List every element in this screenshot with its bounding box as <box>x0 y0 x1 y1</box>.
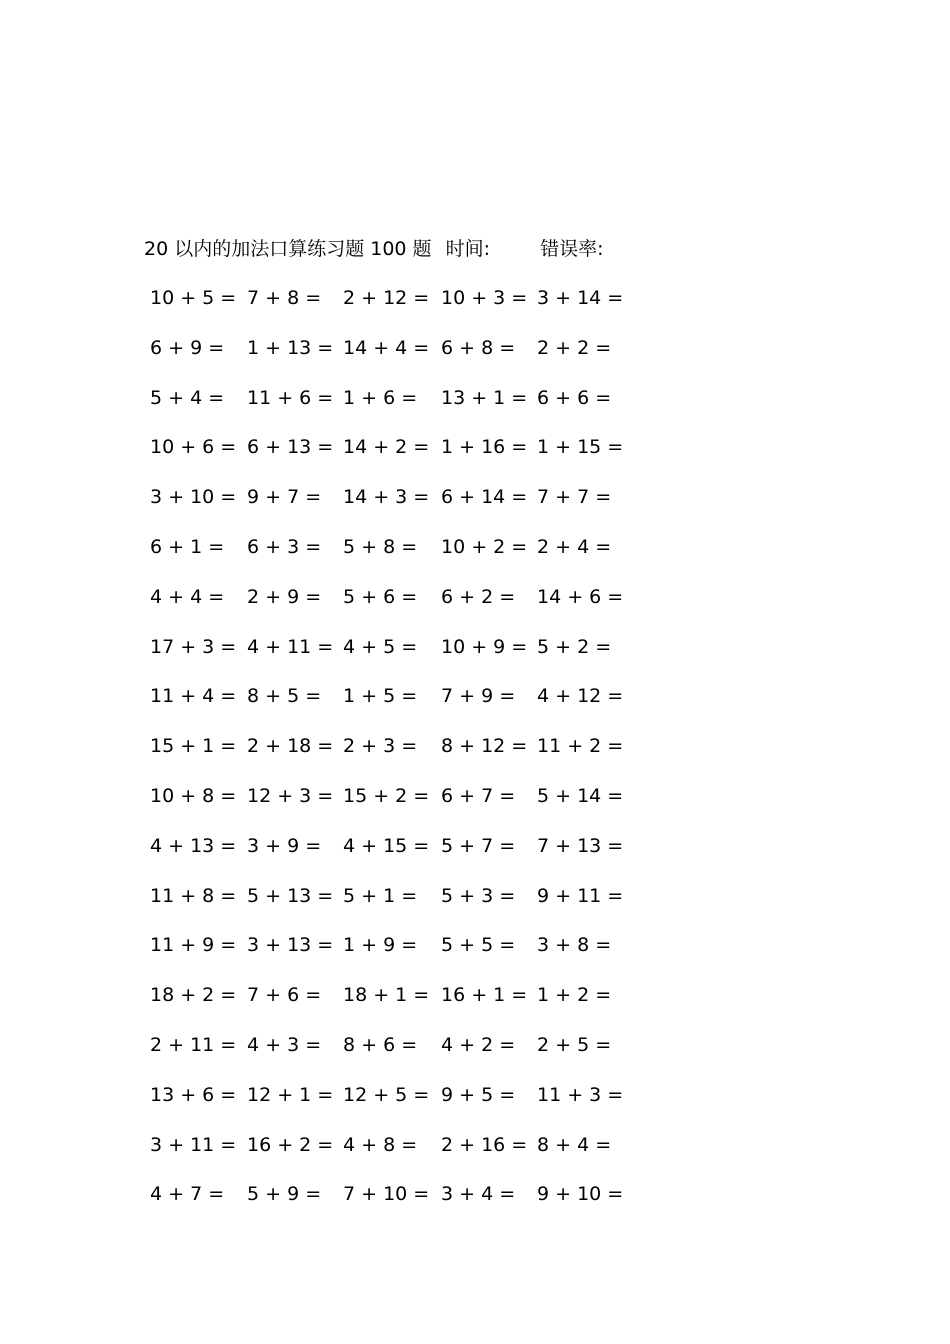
problem-item: 6 + 9 = <box>150 336 225 359</box>
problem-item: 11 + 4 = <box>150 685 237 708</box>
problem-item: 5 + 5 = <box>441 934 516 957</box>
problem-item: 4 + 3 = <box>247 1034 322 1056</box>
problem-item: 16 + 1 = <box>441 984 528 1007</box>
problem-item: 10 + 8 = <box>150 785 237 807</box>
problem-item: 14 + 3 = <box>343 486 430 509</box>
problem-item: 12 + 1 = <box>247 1083 334 1106</box>
problem-item: 3 + 9 = <box>247 834 322 857</box>
problem-item: 5 + 1 = <box>343 884 418 907</box>
problem-item: 6 + 3 = <box>247 536 322 558</box>
problem-item: 5 + 13 = <box>247 884 334 907</box>
worksheet-title: 20 以内的加法口算练习题 100 题 <box>144 238 432 260</box>
problem-item: 12 + 3 = <box>247 785 334 807</box>
problem-item: 12 + 5 = <box>343 1083 430 1106</box>
problem-item: 4 + 5 = <box>343 635 418 658</box>
problem-item: 8 + 5 = <box>247 685 322 708</box>
problem-item: 7 + 7 = <box>537 486 612 509</box>
problem-item: 5 + 8 = <box>343 536 418 558</box>
problem-item: 8 + 6 = <box>343 1034 418 1056</box>
problem-item: 2 + 3 = <box>343 735 418 758</box>
problem-item: 3 + 10 = <box>150 486 237 509</box>
problem-item: 7 + 10 = <box>343 1183 430 1206</box>
problem-item: 15 + 1 = <box>150 735 237 758</box>
problem-item: 11 + 8 = <box>150 884 237 907</box>
problem-item: 4 + 7 = <box>150 1183 225 1206</box>
problem-item: 17 + 3 = <box>150 635 237 658</box>
problem-item: 8 + 12 = <box>441 735 528 758</box>
problem-item: 11 + 9 = <box>150 934 237 957</box>
problem-item: 5 + 9 = <box>247 1183 322 1206</box>
problem-item: 6 + 13 = <box>247 436 334 459</box>
problem-item: 15 + 2 = <box>343 785 430 807</box>
problem-item: 14 + 6 = <box>537 585 624 608</box>
problem-item: 13 + 6 = <box>150 1083 237 1106</box>
problem-item: 4 + 11 = <box>247 635 334 658</box>
problem-item: 5 + 14 = <box>537 785 624 807</box>
problem-item: 7 + 9 = <box>441 685 516 708</box>
problem-item: 11 + 6 = <box>247 386 334 409</box>
problem-item: 5 + 7 = <box>441 834 516 857</box>
problem-item: 10 + 9 = <box>441 635 528 658</box>
problem-item: 4 + 13 = <box>150 834 237 857</box>
problem-item: 4 + 2 = <box>441 1034 516 1056</box>
problem-item: 5 + 4 = <box>150 386 225 409</box>
problem-item: 8 + 4 = <box>537 1133 612 1156</box>
problem-item: 4 + 8 = <box>343 1133 418 1156</box>
problem-item: 5 + 3 = <box>441 884 516 907</box>
problem-item: 6 + 14 = <box>441 486 528 509</box>
problem-item: 1 + 15 = <box>537 436 624 459</box>
problem-item: 11 + 3 = <box>537 1083 624 1106</box>
problem-item: 4 + 12 = <box>537 685 624 708</box>
problem-item: 6 + 2 = <box>441 585 516 608</box>
problem-item: 10 + 6 = <box>150 436 237 459</box>
problem-item: 16 + 2 = <box>247 1133 334 1156</box>
problem-item: 2 + 9 = <box>247 585 322 608</box>
problem-item: 2 + 18 = <box>247 735 334 758</box>
problem-item: 5 + 6 = <box>343 585 418 608</box>
problem-item: 1 + 9 = <box>343 934 418 957</box>
problem-item: 7 + 13 = <box>537 834 624 857</box>
problem-item: 9 + 5 = <box>441 1083 516 1106</box>
problem-item: 1 + 5 = <box>343 685 418 708</box>
problem-item: 9 + 11 = <box>537 884 624 907</box>
problem-item: 3 + 8 = <box>537 934 612 957</box>
problem-item: 5 + 2 = <box>537 635 612 658</box>
problem-item: 11 + 2 = <box>537 735 624 758</box>
problem-item: 2 + 2 = <box>537 336 612 359</box>
problem-item: 10 + 2 = <box>441 536 528 558</box>
error-rate-label: 错误率: <box>540 238 604 260</box>
problem-item: 2 + 5 = <box>537 1034 612 1056</box>
problem-item: 7 + 8 = <box>247 287 322 309</box>
problem-item: 10 + 5 = <box>150 287 237 309</box>
problem-item: 14 + 4 = <box>343 336 430 359</box>
problem-item: 3 + 4 = <box>441 1183 516 1206</box>
problem-item: 4 + 15 = <box>343 834 430 857</box>
problem-item: 4 + 4 = <box>150 585 225 608</box>
problem-item: 13 + 1 = <box>441 386 528 409</box>
problem-item: 2 + 11 = <box>150 1034 237 1056</box>
problem-item: 1 + 6 = <box>343 386 418 409</box>
problem-item: 2 + 4 = <box>537 536 612 558</box>
time-label: 时间: <box>445 238 491 260</box>
problem-item: 6 + 8 = <box>441 336 516 359</box>
problem-item: 18 + 2 = <box>150 984 237 1007</box>
problem-item: 3 + 11 = <box>150 1133 237 1156</box>
problem-item: 1 + 2 = <box>537 984 612 1007</box>
problem-item: 7 + 6 = <box>247 984 322 1007</box>
problem-item: 6 + 6 = <box>537 386 612 409</box>
problem-item: 1 + 16 = <box>441 436 528 459</box>
problem-item: 6 + 7 = <box>441 785 516 807</box>
problem-item: 6 + 1 = <box>150 536 225 558</box>
problem-item: 3 + 13 = <box>247 934 334 957</box>
problem-item: 14 + 2 = <box>343 436 430 459</box>
problem-item: 10 + 3 = <box>441 287 528 309</box>
problem-item: 2 + 16 = <box>441 1133 528 1156</box>
problem-item: 9 + 10 = <box>537 1183 624 1206</box>
problem-item: 2 + 12 = <box>343 287 430 309</box>
problem-item: 9 + 7 = <box>247 486 322 509</box>
problem-item: 18 + 1 = <box>343 984 430 1007</box>
problem-item: 1 + 13 = <box>247 336 334 359</box>
problem-item: 3 + 14 = <box>537 287 624 309</box>
